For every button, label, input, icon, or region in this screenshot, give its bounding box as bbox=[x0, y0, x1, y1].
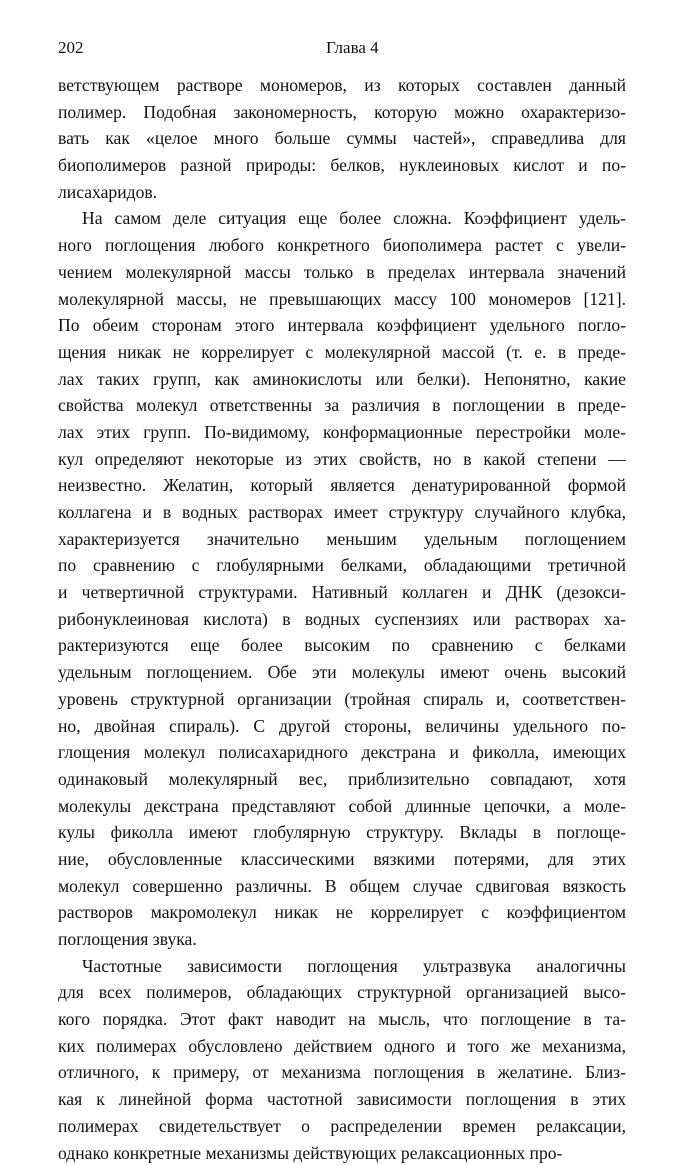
text-line: кул определяют некоторые из этих свойств, но в какой степени — bbox=[58, 446, 626, 473]
text-line: ких полимерах обусловлено действием одного и того же механизма, bbox=[58, 1033, 626, 1060]
text-line: лах таких групп, как аминокислоты или белки). Непонятно, какие bbox=[58, 366, 626, 393]
text-line: ветствующем растворе мономеров, из которых составлен данный bbox=[58, 72, 626, 99]
text-line: полимер. Подобная закономерность, которую можно охарактеризо- bbox=[58, 99, 626, 126]
text-line: Частотные зависимости поглощения ультразвука аналогичны bbox=[58, 953, 626, 980]
text-line: неизвестно. Желатин, который является денатурированной формой bbox=[58, 472, 626, 499]
paragraph bbox=[58, 72, 626, 205]
text-line: ние, обусловленные классическими вязкими потерями, для этих bbox=[58, 846, 626, 873]
text-line: кулы фиколла имеют глобулярную структуру. Вклады в поглоще- bbox=[58, 819, 626, 846]
text-line: По обеим сторонам этого интервала коэффициент удельного погло- bbox=[58, 312, 626, 339]
text-line: биополимеров разной природы: белков, нуклеиновых кислот и по- bbox=[58, 152, 626, 179]
text-line: молекулярной массы, не превышающих массу 100 мономеров [121]. bbox=[58, 286, 626, 313]
text-line: кого порядка. Этот факт наводит на мысль, что поглощение в та- bbox=[58, 1006, 626, 1033]
text-line: рибонуклеиновая кислота) в водных суспензиях или растворах ха- bbox=[58, 606, 626, 633]
paragraph bbox=[58, 953, 626, 1166]
text-line: молекул совершенно различны. В общем случае сдвиговая вязкость bbox=[58, 873, 626, 900]
text-line: свойства молекул ответственны за различия в поглощении в преде- bbox=[58, 392, 626, 419]
text-line: вать как «целое много больше суммы частей», справедлива для bbox=[58, 125, 626, 152]
text-line: молекулы декстрана представляют собой длинные цепочки, а моле- bbox=[58, 793, 626, 820]
text-line: кая к линейной форма частотной зависимости поглощения в этих bbox=[58, 1086, 626, 1113]
text-line: для всех полимеров, обладающих структурной организацией высо- bbox=[58, 979, 626, 1006]
text-line: глощения молекул полисахаридного декстрана и фиколла, имеющих bbox=[58, 739, 626, 766]
text-line: по сравнению с глобулярными белками, обладающими третичной bbox=[58, 552, 626, 579]
text-line: щения никак не коррелирует с молекулярной массой (т. е. в преде- bbox=[58, 339, 626, 366]
text-line: полимерах свидетельствует о распределении времен релаксации, bbox=[58, 1113, 626, 1140]
text-line: лисахаридов. bbox=[58, 179, 626, 206]
text-line: лах этих групп. По-видимому, конформационные перестройки моле- bbox=[58, 419, 626, 446]
text-line: рактеризуются еще более высоким по сравнению с белками bbox=[58, 632, 626, 659]
page-number: 202 bbox=[58, 38, 84, 58]
text-line: чением молекулярной массы только в пределах интервала значений bbox=[58, 259, 626, 286]
text-line: удельным поглощением. Обе эти молекулы имеют очень высокий bbox=[58, 659, 626, 686]
chapter-title: Глава 4 bbox=[326, 38, 379, 58]
body-text bbox=[58, 72, 626, 1166]
text-line: ного поглощения любого конкретного биополимера растет с увели- bbox=[58, 232, 626, 259]
text-line: отличного, к примеру, от механизма поглощения в желатине. Близ- bbox=[58, 1059, 626, 1086]
paragraph bbox=[58, 205, 626, 952]
text-line: коллагена и в водных растворах имеет структуру случайного клубка, bbox=[58, 499, 626, 526]
text-line: одинаковый молекулярный вес, приблизительно совпадают, хотя bbox=[58, 766, 626, 793]
page-header bbox=[58, 38, 626, 62]
text-line: уровень структурной организации (тройная спираль и, соответствен- bbox=[58, 686, 626, 713]
text-line: однако конкретные механизмы действующих релаксационных про- bbox=[58, 1140, 626, 1166]
text-line: растворов макромолекул никак не коррелирует с коэффициентом bbox=[58, 899, 626, 926]
text-line: и четвертичной структурами. Нативный коллаген и ДНК (дезокси- bbox=[58, 579, 626, 606]
text-line: поглощения звука. bbox=[58, 926, 626, 953]
text-line: На самом деле ситуация еще более сложна. Коэффициент удель- bbox=[58, 205, 626, 232]
text-line: но, двойная спираль). С другой стороны, величины удельного по- bbox=[58, 713, 626, 740]
text-line: характеризуется значительно меньшим удельным поглощением bbox=[58, 526, 626, 553]
